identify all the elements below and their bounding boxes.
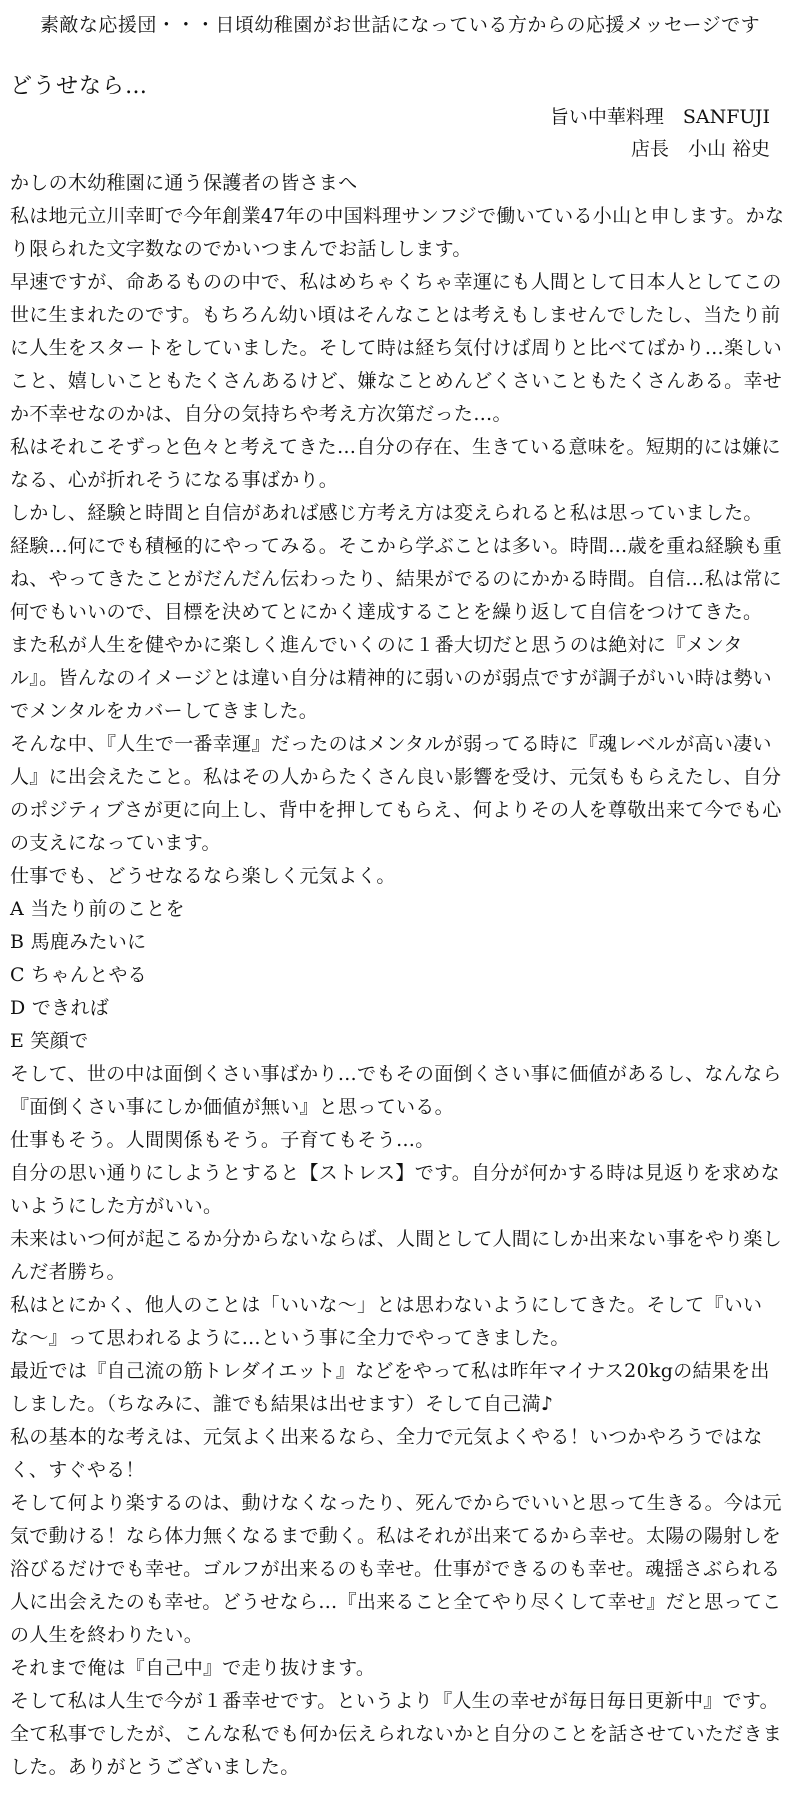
paragraph: そして何より楽するのは、動けなくなったり、死んでからでいいと思って生きる。今は元気で動ける！なら体力無くなるまで動く。私はそれが出来てるから幸せ。太陽の陽射しを浴びるだけでも幸せ。ゴルフが出来るのも幸せ。仕事ができるのも幸せ。魂揺さぶられる人に出会えたのも幸せ。どうせなら…『出来ること全てやり尽くして幸せ』だと思ってこの人生を終わりたい。 bbox=[10, 1492, 782, 1646]
closing: 全て私事でしたが、こんな私でも何か伝えられないかと自分のことを話させていただきました。ありがとうございました。 bbox=[10, 1723, 783, 1778]
author-name: 店長 小山 裕史 bbox=[630, 138, 770, 160]
author-shop-name: 旨い中華料理 SANFUJI bbox=[549, 106, 770, 128]
message-body bbox=[10, 167, 786, 1784]
paragraph: そんな中、『人生で一番幸運』だったのはメンタルが弱ってる時に『魂レベルが高い凄い人』に出会えたこと。私はその人からたくさん良い影響を受け、元気ももらえたし、自分のポジティブさが更に向上し、背中を押してもらえ、何よりその人を尊敬出来て今でも心の支えになっています。 bbox=[10, 733, 782, 854]
paragraph: 私は地元立川幸町で今年創業47年の中国料理サンフジで働いている小山と申します。かなり限られた文字数なのでかいつまんでお話しします。 bbox=[10, 205, 785, 260]
greeting: かしの木幼稚園に通う保護者の皆さまへ bbox=[10, 172, 358, 194]
motto-item-d: D できれば bbox=[10, 997, 110, 1019]
motto-item-b: B 馬鹿みたいに bbox=[10, 931, 147, 953]
paragraph: 私はそれこそずっと色々と考えてきた…自分の存在、生きている意味を。短期的には嫌になる、心が折れそうになる事ばかり。 bbox=[10, 436, 781, 491]
paragraph: そして私は人生で今が１番幸せです。というより『人生の幸せが毎日毎日更新中』です。 bbox=[10, 1690, 779, 1712]
paragraph: 早速ですが、命あるものの中で、私はめちゃくちゃ幸運にも人間として日本人としてこの世に生まれたのです。もちろん幼い頃はそんなことは考えもしませんでしたし、当たり前に人生をスタートをしていました。そして時は経ち気付けば周りと比べてばかり…楽しいこと、嬉しいこともたくさんあるけど、嫌なことめんどくさいこともたくさんある。幸せか不幸せなのかは、自分の気持ちや考え方次第だった…。 bbox=[10, 271, 783, 425]
paragraph: 最近では『自己流の筋トレダイエット』などをやって私は昨年マイナス20kgの結果を出しました。（ちなみに、誰でも結果は出せます）そして自己満♪ bbox=[10, 1360, 770, 1415]
paragraph: 仕事もそう。人間関係もそう。子育てもそう…。 bbox=[10, 1129, 435, 1151]
message-title: どうせなら… bbox=[10, 74, 149, 99]
paragraph: また私が人生を健やかに楽しく進んでいくのに１番大切だと思うのは絶対に『メンタル』。皆んなのイメージとは違い自分は精神的に弱いのが弱点ですが調子がいい時は勢いでメンタルをカバーしてきました。 bbox=[10, 634, 772, 722]
paragraph: 経験…何にでも積極的にやってみる。そこから学ぶことは多い。時間…歳を重ね経験も重ね、やってきたことがだんだん伝わったり、結果がでるのにかかる時間。自信…私は常に何でもいいので、目標を決めてとにかく達成することを繰り返して自信をつけてきた。 bbox=[10, 535, 783, 623]
paragraph: それまで俺は『自己中』で走り抜けます。 bbox=[10, 1657, 376, 1679]
paragraph: 仕事でも、どうせなるなら楽しく元気よく。 bbox=[10, 865, 396, 887]
motto-item-a: A 当たり前のことを bbox=[10, 898, 185, 920]
motto-item-e: E 笑顔で bbox=[10, 1030, 89, 1052]
paragraph: しかし、経験と時間と自信があれば感じ方考え方は変えられると私は思っていました。 bbox=[10, 502, 763, 524]
paragraph: 私の基本的な考えは、元気よく出来るなら、全力で元気よくやる！いつかやろうではなく、すぐやる！ bbox=[10, 1426, 763, 1481]
paragraph: 自分の思い通りにしようとすると【ストレス】です。自分が何かする時は見返りを求めないようにした方がいい。 bbox=[10, 1162, 780, 1217]
motto-item-c: C ちゃんとやる bbox=[10, 964, 147, 986]
paragraph: そして、世の中は面倒くさい事ばかり…でもその面倒くさい事に価値があるし、なんなら『面倒くさい事にしか価値が無い』と思っている。 bbox=[10, 1063, 782, 1118]
paragraph: 未来はいつ何が起こるか分からないならば、人間として人間にしか出来ない事をやり楽しんだ者勝ち。 bbox=[10, 1228, 783, 1283]
paragraph: 私はとにかく、他人のことは「いいな〜」とは思わないようにしてきた。そして『いいな〜』って思われるように…という事に全力でやってきました。 bbox=[10, 1294, 763, 1349]
page-header-title: 素敵な応援団・・・日頃幼稚園がお世話になっている方からの応援メッセージです bbox=[39, 14, 761, 36]
